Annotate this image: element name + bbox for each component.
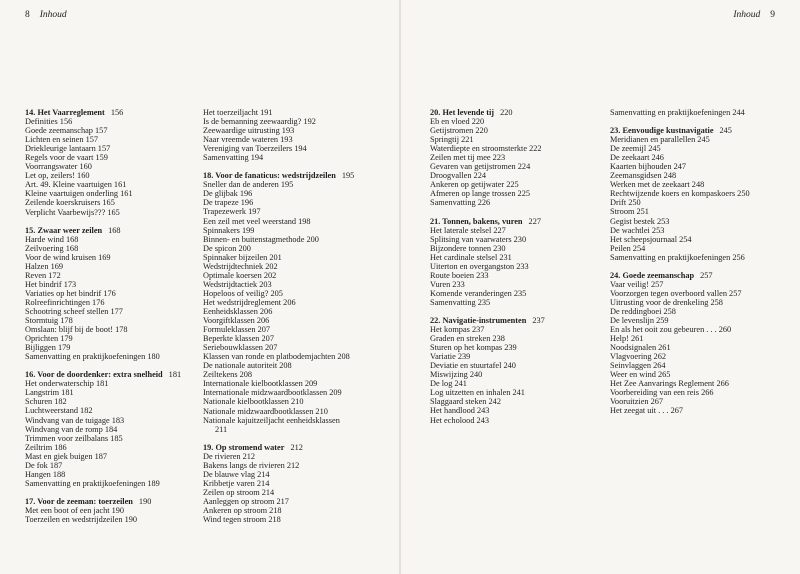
toc-entry: Spinnaker bijzeilen 201 (203, 252, 282, 262)
toc-entry: Art. 49. Kleine vaartuigen 161 (25, 180, 127, 190)
toc-entry: Wedstrijdtechniek 202 (203, 261, 278, 271)
toc-entry: Windvang van de romp 184 (25, 424, 118, 434)
toc-section (25, 226, 195, 362)
toc-entry: Zeemansgidsen 248 (610, 171, 677, 181)
chapter-heading (25, 226, 195, 235)
toc-entry: En als het ooit zou gebeuren . . . 260 (610, 325, 732, 335)
toc-entry: Ankeren op getijwater 225 (430, 180, 519, 190)
toc-entry: Definities 156 (25, 117, 73, 127)
toc-entry: Vlagvoering 262 (610, 352, 666, 362)
toc-entry: 211 (215, 424, 228, 434)
toc-entry: Internationale kielbootklassen 209 (203, 379, 318, 389)
toc-column (203, 108, 393, 533)
toc-entry: Wind tegen stroom 218 (203, 515, 281, 525)
toc-entry: Vereniging van Toerzeilers 194 (203, 144, 307, 154)
toc-entry: Het handlood 243 (430, 406, 490, 416)
toc-entry: Trimmen voor zeilbalans 185 (25, 433, 123, 443)
chapter-heading (25, 370, 195, 379)
toc-section (203, 108, 393, 162)
chapter-heading (25, 497, 195, 506)
toc-entry: Driekleurige lantaarn 157 (25, 144, 111, 154)
chapter-heading (203, 171, 393, 180)
chapter-title: 14. Het Vaarreglement (25, 108, 105, 117)
toc-entry: Splitsing van vaarwaters 230 (430, 234, 527, 244)
toc-entry: Samenvatting en praktijkoefeningen 256 (610, 252, 745, 262)
chapter-page: 195 (341, 171, 355, 181)
toc-entry: Luchtweerstand 182 (25, 406, 93, 416)
chapter-title: 16. Voor de doordenker: extra snelheid (25, 370, 163, 380)
toc-entry: Harde wind 168 (25, 234, 79, 244)
toc-entry: De trapeze 196 (203, 198, 254, 208)
toc-entry: Eb en vloed 220 (430, 117, 485, 127)
toc-entry: Aanleggen op stroom 217 (203, 496, 289, 506)
toc-entry: Drift 250 (610, 198, 641, 208)
chapter-heading (610, 126, 795, 135)
running-title: Inhoud (733, 10, 761, 20)
chapter-heading (610, 271, 795, 280)
toc-entry: Droogvallen 224 (430, 171, 486, 181)
toc-entry: Omslaan: blijf bij de boot! 178 (25, 325, 128, 335)
toc-entry: Binnen- en buitenstagmethode 200 (203, 234, 319, 244)
toc-entry: Halzen 169 (25, 261, 64, 271)
toc-entry: Voorgiftklassen 206 (203, 316, 270, 326)
toc-section (25, 370, 195, 488)
toc-entry: Toerzeilen en wedstrijdzeilen 190 (25, 514, 138, 524)
toc-entry: Slaggaard steken 242 (430, 397, 501, 407)
toc-column (25, 108, 195, 533)
toc-entry: Bakens langs de rivieren 212 (203, 460, 300, 470)
toc-entry: Zeilen met tij mee 223 (430, 153, 506, 163)
toc-entry: Nationale midzwaardbootklassen 210 (203, 406, 328, 416)
toc-entry: De reddingboei 258 (610, 306, 676, 316)
toc-entry: Stroom 251 (610, 207, 649, 217)
toc-entry: Het bindrif 173 (25, 279, 77, 289)
toc-entry: Ankeren op stroom 218 (203, 505, 282, 515)
toc-entry: Is de bemanning zeewaardig? 192 (203, 117, 316, 127)
toc-entry: Hangen 188 (25, 469, 66, 479)
toc-entry: Bijzondere tonnen 230 (430, 243, 506, 253)
toc-entry: Peilen 254 (610, 243, 646, 253)
chapter-title: 18. Voor de fanaticus: wedstrijdzeilen (203, 171, 336, 181)
toc-entry: Samenvatting en praktijkoefeningen 244 (610, 108, 745, 117)
toc-entry: Kaarten bijhouden 247 (610, 162, 687, 172)
toc-entry: Lichten en seinen 157 (25, 135, 99, 145)
toc-entry: De rivieren 212 (203, 451, 256, 461)
toc-entry: Variatie 239 (430, 352, 471, 362)
toc-entry: Met een boot of een jacht 190 (25, 505, 125, 515)
toc-entry: Samenvatting 235 (430, 297, 491, 307)
chapter-title: 22. Navigatie-instrumenten (430, 315, 527, 325)
toc-entry: Voorrangswater 160 (25, 162, 92, 172)
chapter-title: 23. Eenvoudige kustnavigatie (610, 126, 714, 136)
toc-entry: Sneller dan de anderen 195 (203, 180, 294, 190)
chapter-heading (203, 443, 393, 452)
chapter-title: 21. Tonnen, bakens, vuren (430, 216, 523, 226)
toc-entry: Nationale kajuitzeiljacht eenheidsklassen (203, 415, 340, 425)
toc-entry: Rolreefinrichtingen 176 (25, 297, 105, 307)
toc-entry: Voor de wind kruisen 169 (25, 252, 111, 262)
toc-entry: De blauwe vlag 214 (203, 469, 270, 479)
toc-entry: Het wedstrijdreglement 206 (203, 297, 296, 307)
toc-section (430, 108, 610, 208)
toc-entry: De nationale autoriteit 208 (203, 361, 292, 371)
toc-entry: Langstrim 181 (25, 388, 74, 398)
toc-entry: Spinnakers 199 (203, 225, 255, 235)
toc-entry: Het zeegat uit . . . 267 (610, 406, 684, 416)
right-page (400, 0, 800, 574)
toc-entry: Het scheepsjournaal 254 (610, 234, 692, 244)
toc-entry: Het echolood 243 (430, 415, 489, 425)
toc-entry: Sturen op het kompas 239 (430, 343, 517, 353)
toc-entry: Zeilende koerskruisers 165 (25, 198, 115, 208)
toc-entry: De log 241 (430, 379, 467, 389)
toc-section (430, 316, 610, 425)
page-number: 9 (770, 10, 775, 20)
toc-entry: Optimale koersen 202 (203, 270, 277, 280)
chapter-page: 156 (110, 108, 124, 117)
toc-entry: Het toerzeiljacht 191 (203, 108, 273, 117)
toc-section (610, 126, 795, 262)
toc-entry: Reven 172 (25, 270, 61, 280)
toc-entry: Hopeloos of veilig? 205 (203, 288, 283, 298)
toc-entry: De zeekaart 246 (610, 153, 664, 163)
toc-entry: De wachtlei 253 (610, 225, 665, 235)
toc-entry: Beperkte klassen 207 (203, 334, 274, 344)
toc-entry: Trapezewerk 197 (203, 207, 261, 217)
toc-entry: Een zeil met veel weerstand 198 (203, 216, 311, 226)
toc-entry: Naar vreemde wateren 193 (203, 135, 293, 145)
toc-section (25, 108, 195, 217)
running-head-right (733, 10, 775, 20)
toc-column (430, 108, 610, 434)
chapter-title: 17. Voor de zeeman: toerzeilen (25, 496, 133, 506)
toc-entry: Vooruitzien 267 (610, 397, 664, 407)
toc-entry: De fok 187 (25, 460, 63, 470)
toc-entry: Miswijzing 240 (430, 370, 483, 380)
toc-column (610, 108, 795, 425)
toc-section (610, 108, 795, 117)
toc-entry: Afmeren op lange trossen 225 (430, 189, 530, 199)
toc-section (25, 497, 195, 524)
toc-entry: Windvang van de tuigage 183 (25, 415, 125, 425)
running-head-left (25, 10, 67, 20)
chapter-page: 190 (138, 496, 152, 506)
toc-entry: Verplicht Vaarbewijs??? 165 (25, 207, 120, 217)
toc-entry: Springtij 221 (430, 135, 474, 145)
running-title: Inhoud (39, 10, 67, 20)
toc-entry: Formuleklassen 207 (203, 325, 271, 335)
toc-section (203, 443, 393, 524)
toc-entry: Vaar veilig! 257 (610, 279, 664, 289)
chapter-title: 19. Op stromend water (203, 442, 285, 452)
chapter-title: 15. Zwaar weer zeilen (25, 225, 103, 235)
toc-entry: Help! 261 (610, 334, 644, 344)
toc-entry: Kleine vaartuigen onderling 161 (25, 189, 133, 199)
toc-entry: Weer en wind 265 (610, 370, 671, 380)
toc-entry: Seinvlaggen 264 (610, 361, 666, 371)
toc-entry: Eenheidsklassen 206 (203, 306, 273, 316)
toc-entry: Bijliggen 179 (25, 343, 71, 353)
toc-entry: Samenvatting en praktijkoefeningen 189 (25, 478, 160, 488)
toc-section (430, 217, 610, 307)
toc-entry: Het Zee Aanvarings Reglement 266 (610, 379, 729, 389)
toc-entry: Route boeien 233 (430, 270, 489, 280)
toc-entry: Het laterale stelsel 227 (430, 225, 506, 235)
chapter-page: 220 (500, 108, 513, 117)
toc-entry: Zeewaardige uitrusting 193 (203, 126, 295, 136)
toc-entry: Rechtwijzende koers en kompaskoers 250 (610, 189, 750, 199)
toc-entry: Uiterton en overgangston 233 (430, 261, 529, 271)
chapter-title: 20. Het levende tij (430, 108, 495, 117)
toc-entry: Kribbetje varen 214 (203, 478, 270, 488)
toc-entry: Zeiltrim 186 (25, 442, 67, 452)
toc-entry: De zeemijl 245 (610, 144, 661, 154)
toc-entry: Gevaren van getijstromen 224 (430, 162, 531, 172)
toc-entry: Werken met de zeekaart 248 (610, 180, 705, 190)
toc-entry: Samenvatting 226 (430, 198, 491, 208)
toc-entry: Samenvatting 194 (203, 153, 264, 163)
toc-entry: Noodsignalen 261 (610, 343, 671, 353)
toc-entry: Regels voor de vaart 159 (25, 153, 108, 163)
chapter-page: 212 (290, 442, 303, 452)
toc-entry: Log uitzetten en inhalen 241 (430, 388, 525, 398)
chapter-page: 237 (532, 315, 545, 325)
page-number: 8 (25, 10, 30, 20)
toc-entry: Wedstrijdtactiek 203 (203, 279, 272, 289)
toc-entry: Schootring scheef stellen 177 (25, 306, 123, 316)
toc-entry: Seriebouwklassen 207 (203, 343, 278, 353)
toc-entry: Deviatie en stuurtafel 240 (430, 361, 516, 371)
toc-entry: Oprichten 179 (25, 334, 73, 344)
chapter-page: 168 (108, 225, 121, 235)
toc-entry: Stormtuig 178 (25, 316, 73, 326)
toc-entry: Zeiltekens 208 (203, 370, 253, 380)
toc-entry: Mast en giek buigen 187 (25, 451, 108, 461)
toc-entry: Let op, zeilers! 160 (25, 171, 90, 181)
toc-entry: Waterdiepte en stroomsterkte 222 (430, 144, 542, 154)
chapter-page: 257 (700, 270, 713, 280)
chapter-heading (430, 108, 610, 117)
toc-entry: Het cardinale stelsel 231 (430, 252, 512, 262)
toc-entry: Het onderwaterschip 181 (25, 379, 109, 389)
toc-section (203, 171, 393, 433)
chapter-heading (430, 316, 610, 325)
chapter-heading (430, 217, 610, 226)
chapter-page: 245 (719, 126, 732, 136)
toc-entry: De spicon 200 (203, 243, 251, 253)
chapter-heading (25, 108, 195, 117)
toc-entry: Samenvatting en praktijkoefeningen 180 (25, 352, 160, 362)
toc-entry: Uitrusting voor de drenkeling 258 (610, 297, 723, 307)
toc-entry: Voorzorgen tegen overboord vallen 257 (610, 288, 742, 298)
toc-entry: Komende veranderingen 235 (430, 288, 527, 298)
toc-entry: Nationale kielbootklassen 210 (203, 397, 304, 407)
toc-entry: Getijstromen 220 (430, 126, 488, 136)
toc-entry: Voorbereiding van een reis 266 (610, 388, 714, 398)
toc-entry: Schuren 182 (25, 397, 67, 407)
toc-entry: De levenslijn 259 (610, 315, 669, 325)
toc-entry: Zeilvoering 168 (25, 243, 79, 253)
chapter-page: 181 (168, 370, 182, 380)
toc-entry: Klassen van ronde en platbodemjachten 208 (203, 352, 350, 362)
toc-entry: Graden en streken 238 (430, 334, 505, 344)
toc-entry: Het kompas 237 (430, 325, 485, 335)
toc-entry: Gegist bestek 253 (610, 216, 670, 226)
toc-section (610, 271, 795, 416)
chapter-page: 227 (528, 216, 541, 226)
toc-entry: Internationale midzwaardbootklassen 209 (203, 388, 342, 398)
toc-entry: Goede zeemanschap 157 (25, 126, 108, 136)
chapter-title: 24. Goede zeemanschap (610, 270, 695, 280)
toc-entry: Vuren 233 (430, 279, 465, 289)
toc-entry: Meridianen en parallellen 245 (610, 135, 710, 145)
toc-entry: Variaties op het bindrif 176 (25, 288, 116, 298)
toc-entry: De glijbak 196 (203, 189, 253, 199)
toc-entry: Zeilen op stroom 214 (203, 487, 275, 497)
